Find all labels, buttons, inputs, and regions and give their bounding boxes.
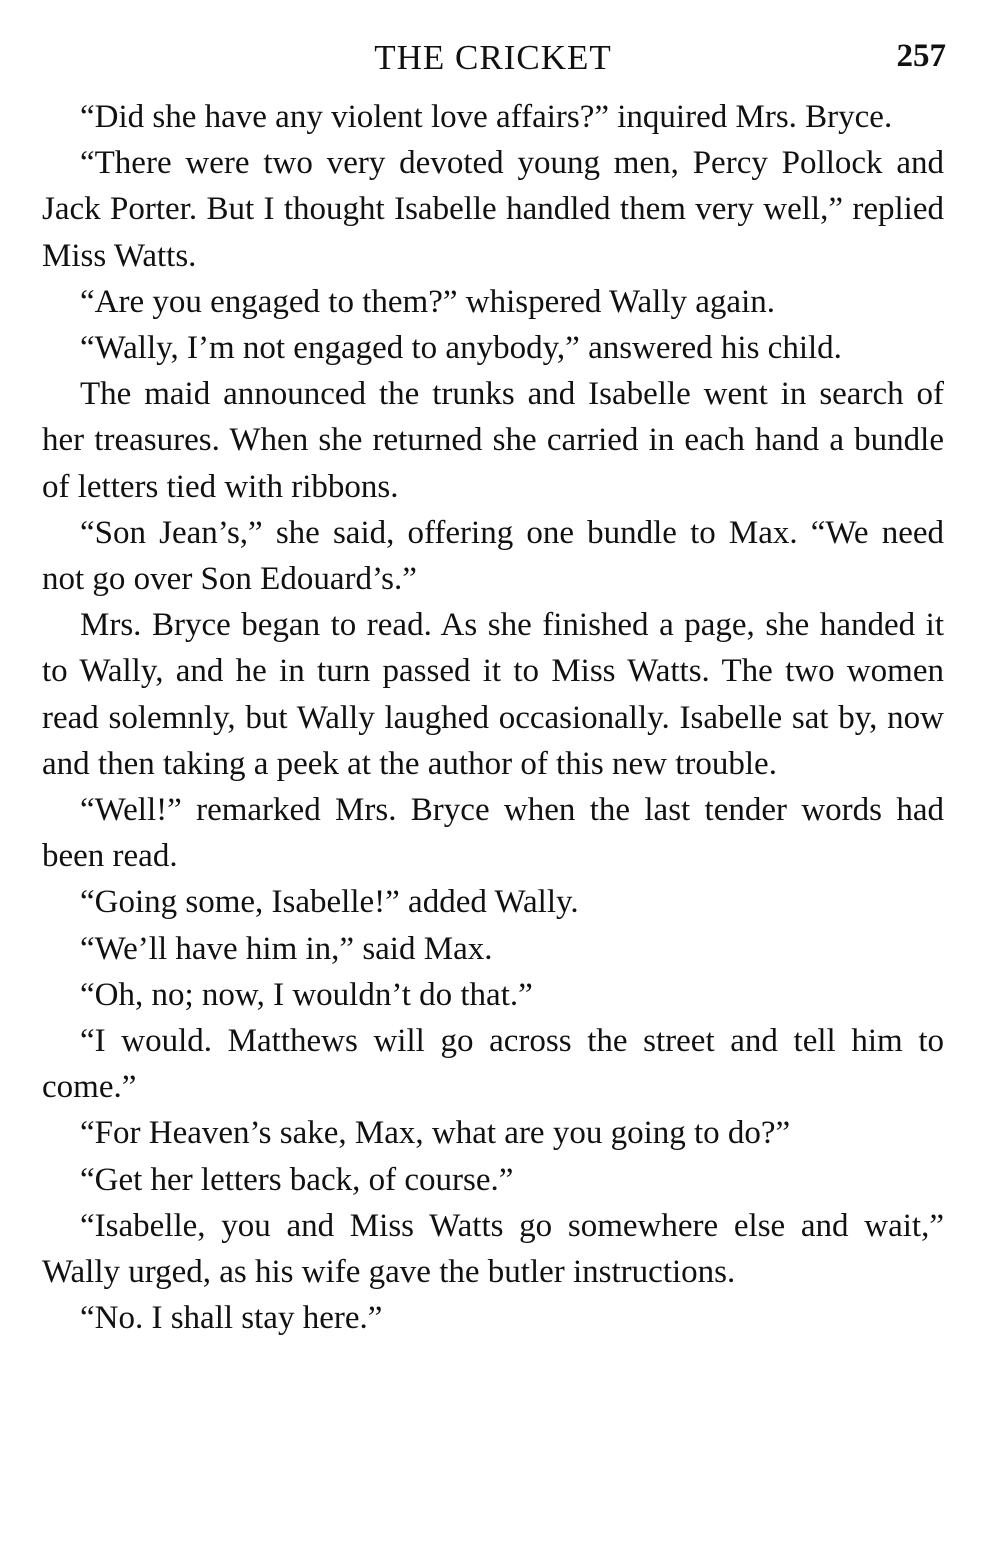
paragraph: “Son Jean’s,” she said, offering one bundle to Max. “We need not go over Son Edouard’s.” xyxy=(42,514,944,598)
book-page xyxy=(42,36,944,1341)
paragraph: “There were two very devoted young men, Percy Pollock and Jack Porter. But I thought Isabelle handled them very well,” replied Miss Watts. xyxy=(42,145,944,274)
paragraph: “Going some, Isabelle!” added Wally. xyxy=(80,884,579,921)
paragraph: Mrs. Bryce began to read. As she finished a page, she handed it to Wally, and he in turn passed it to Miss Watts. The two women read solemnly, but Wally laughed occasionally. Isabelle sat by, now and then taking a peek at the author of this new trouble. xyxy=(42,607,944,782)
paragraph: “Oh, no; now, I wouldn’t do that.” xyxy=(80,976,533,1013)
page-number: 257 xyxy=(896,38,946,74)
paragraph: “For Heaven’s sake, Max, what are you going to do?” xyxy=(80,1115,791,1152)
paragraph: “Get her letters back, of course.” xyxy=(80,1161,514,1198)
paragraph: “We’ll have him in,” said Max. xyxy=(80,930,493,967)
paragraph: “Did she have any violent love affairs?” inquired Mrs. Bryce. xyxy=(80,99,893,135)
paragraph: “Wally, I’m not engaged to anybody,” answered his child. xyxy=(80,330,842,367)
paragraph: “I would. Matthews will go across the street and tell him to come.” xyxy=(42,1023,944,1106)
paragraph: “Isabelle, you and Miss Watts go somewhere else and wait,” Wally urged, as his wife gave the butler instructions. xyxy=(42,1207,944,1291)
paragraph: “Are you engaged to them?” whispered Wally again. xyxy=(80,283,775,320)
paragraph: The maid announced the trunks and Isabelle went in search of her treasures. When she returned she carried in each hand a bundle of letters tied with ribbons. xyxy=(42,376,944,505)
running-head xyxy=(42,36,944,94)
paragraph: “No. I shall stay here.” xyxy=(80,1300,383,1337)
body-text xyxy=(42,94,944,1341)
running-title: THE CRICKET xyxy=(374,38,612,77)
paragraph: “Well!” remarked Mrs. Bryce when the last tender words had been read. xyxy=(42,792,944,875)
